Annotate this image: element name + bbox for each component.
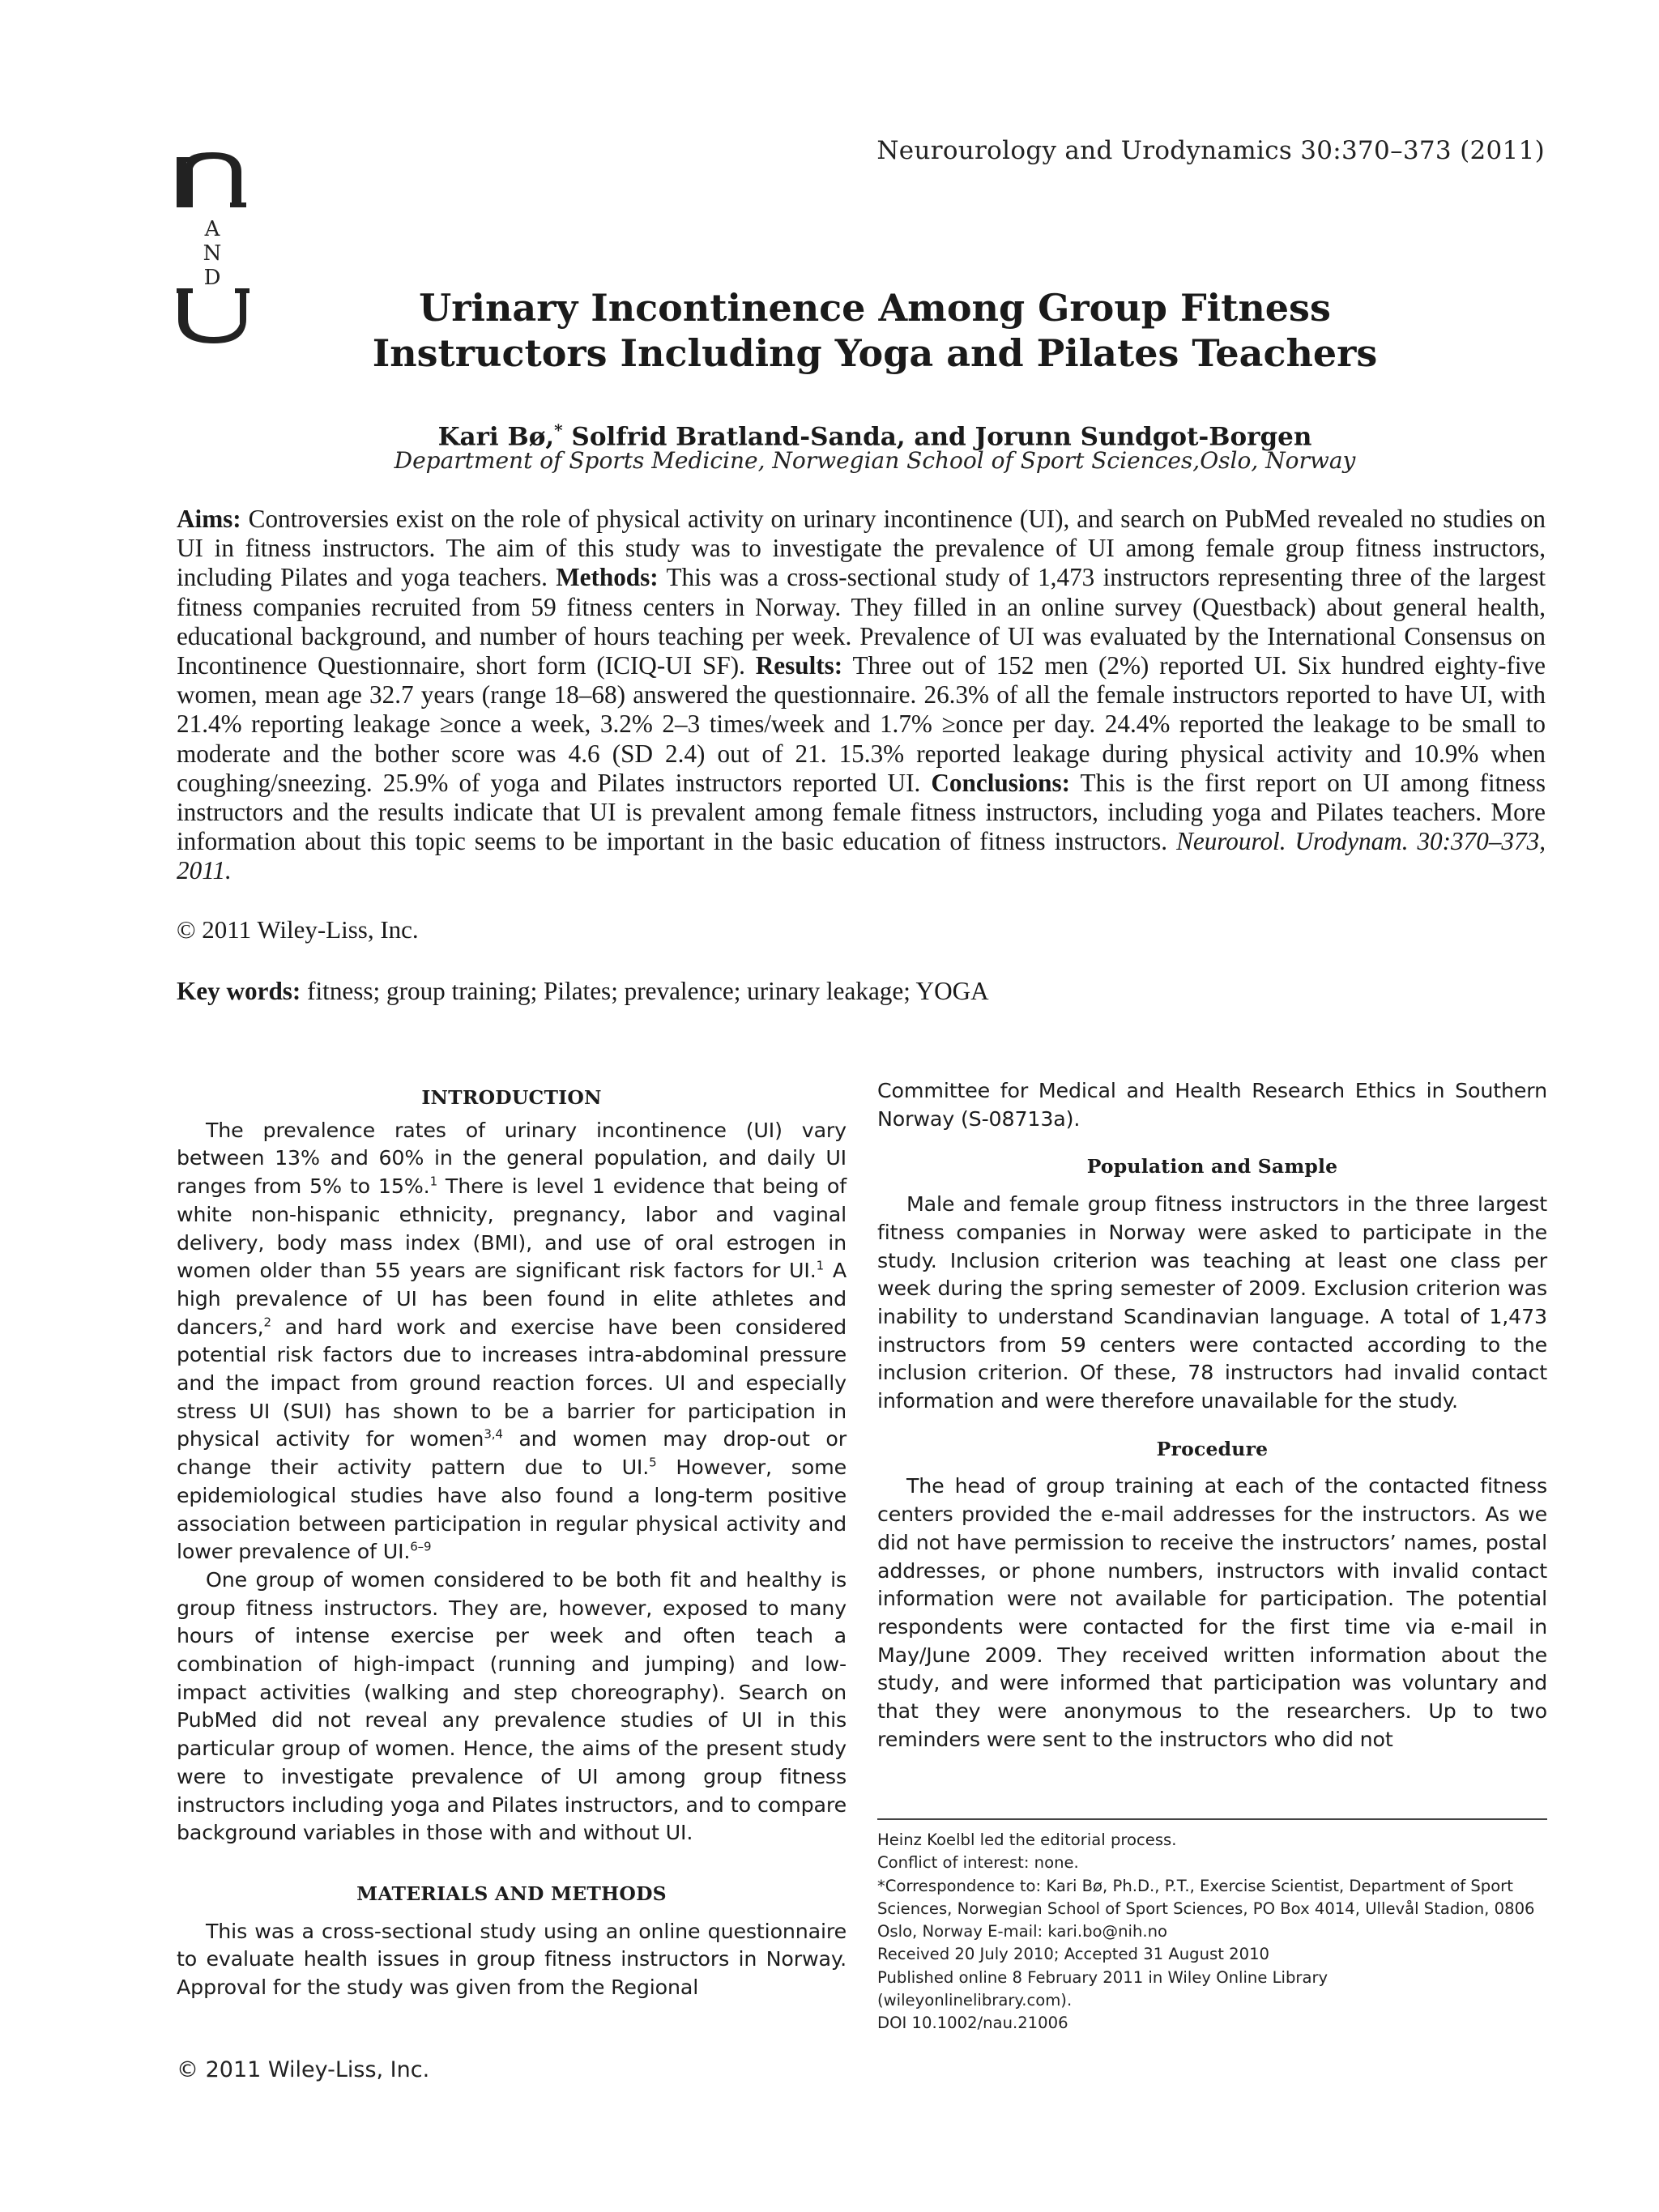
intro-text: There is level 1 evidence that being of white non-hispanic ethnicity, pregnancy, labor and vaginal delivery, body mass index (BMI), and use of oral estrogen in women older than 55 years are significant risk factors for UI. [177, 1174, 847, 1283]
reference-1: 1 [429, 1174, 437, 1189]
reference-3-4: 3,4 [484, 1427, 503, 1443]
right-column [877, 1077, 1547, 1754]
procedure-heading: Procedure [1156, 1437, 1269, 1460]
aims-text: Controversies exist on the role of physical activity on urinary incontinence (UI), and search on PubMed revealed no studies on UI in fitness instructors. The aim of this study was to investigate the prevalence of UI among female group fitness instructors, including Pilates and yoga teachers. [177, 505, 1546, 592]
title-line-2: Instructors Including Yoga and Pilates Teachers [372, 331, 1378, 375]
methods-label: Methods: [556, 563, 659, 592]
intro-paragraph-2: One group of women considered to be both fit and healthy is group fitness instructors. They are, however, exposed to many hours of intense exercise per week and often teach a combination of high-impact (running and jumping) and low-impact activities (walking and step choreography). Search on PubMed did not reveal any prevalence studies of UI in this particular group of women. Hence, the aims of the present study were to investigate prevalence of UI among group fitness instructors including yoga and Pilates instructors, and to compare background variables in those with and without UI. [177, 1567, 847, 1845]
footnote-doi: DOI 10.1002/nau.21006 [877, 2014, 1068, 2033]
abstract-copyright: © 2011 Wiley-Liss, Inc. [177, 915, 419, 944]
methods-text: This was a cross-sectional study of 1,473 instructors representing three of the largest fitness companies recruited from 59 fitness centers in Norway. They filled in an online survey (Questback) about general health, educational background, and number of hours teaching per week. Prevalence of UI was evaluated by the International Consensus on Incontinence Questionnaire, short form (ICIQ-UI SF). [177, 563, 1546, 680]
conclusions-text: This is the first report on UI among fitness instructors and the results indicate that UI is prevalent among female fitness instructors, including yoga and Pilates teachers. More information about this topic seems to be important in the basic education of fitness instructors. [177, 768, 1546, 856]
intro-paragraph-1 [177, 1117, 847, 1566]
conclusions-label: Conclusions: [931, 768, 1070, 797]
procedure-paragraph: The head of group training at each of the contacted fitness centers provided the e-mail addresses for the instructors. As we did not have permission to receive the instructors’ names, postal addresses, or phone numbers, instructors with invalid contact information were not available for participation. The potential respondents were contacted for the first time via e-mail in May/June 2009. They received written information about the study, and were informed that participation was voluntary and that they were anonymous to the researchers. Up to two reminders were sent to the instructors who did not [877, 1474, 1547, 1751]
footnote-correspondence: Sciences, Norwegian School of Sport Sciences, PO Box 4014, Ullevål Stadion, 0806 [877, 1899, 1535, 1918]
abstract [177, 505, 1546, 886]
other-authors: Solfrid Bratland-Sanda, and Jorunn Sundgot-Borgen [562, 422, 1312, 452]
correspondence-mark: * [554, 420, 563, 440]
intro-text: and hard work and exercise have been considered potential risk factors due to increases intra-abdominal pressure and the impact from ground reaction forces. UI and especially stress UI (SUI) has shown to be a barrier for participation in physical activity for women [177, 1315, 847, 1451]
logo-letter: A [204, 217, 220, 241]
left-column [177, 1077, 847, 2002]
abstract-citation: Neurourol. Urodynam. 30:370–373, 2011. [177, 827, 1546, 885]
keywords [177, 977, 989, 1006]
reference-2: 2 [263, 1315, 271, 1330]
footnote-correspondence: Oslo, Norway E-mail: kari.bo@nih.no [877, 1922, 1168, 1941]
footnote-dates: Received 20 July 2010; Accepted 31 August 2010 [877, 1945, 1270, 1964]
title-line-1: Urinary Incontinence Among Group Fitness [419, 286, 1331, 330]
affiliation: Department of Sports Medicine, Norwegian School of Sport Sciences,Oslo, Norway [394, 447, 1356, 474]
intro-text: A high prevalence of UI has been found in elite athletes and dancers, [177, 1259, 847, 1339]
population-paragraph: Male and female group fitness instructors in the three largest fitness companies in Norway were asked to participate in the study. Inclusion criterion was teaching at least one class per week during the spring semester of 2009. Exclusion criterion was inability to understand Scandinavian language. A total of 1,473 instructors from 59 centers were contacted according to the inclusion criterion. Of these, 78 instructors had invalid contact information and were therefore unavailable for the study. [877, 1192, 1547, 1413]
footnote-published: Published online 8 February 2011 in Wiley Online Library [877, 1967, 1328, 1987]
results-label: Results: [755, 651, 843, 680]
aims-label: Aims: [177, 505, 241, 533]
methods-continued-paragraph: Committee for Medical and Health Research Ethics in Southern Norway (S-08713a). [877, 1079, 1547, 1131]
introduction-heading: INTRODUCTION [421, 1086, 602, 1109]
logo-letter: D [203, 266, 221, 290]
page-copyright: © 2011 Wiley-Liss, Inc. [177, 2057, 430, 2082]
logo-letter: N [203, 241, 222, 266]
intro-text: and women may drop-out or change their activity pattern due to UI. [177, 1427, 847, 1480]
author-1: Kari Bø, [437, 422, 555, 452]
reference-1b: 1 [816, 1258, 825, 1273]
footnote-library: (wileyonlinelibrary.com). [877, 1991, 1073, 2010]
methods-paragraph-1: This was a cross-sectional study using an online questionnaire to evaluate health issues in group fitness instructors in Norway. Approval for the study was given from the Regional [177, 1919, 847, 2000]
keywords-label: Key words: [177, 977, 301, 1005]
results-text: Three out of 152 men (2%) reported UI. Six hundred eighty-five women, mean age 32.7 years (range 18–68) answered the questionnaire. 26.3% of all the female instructors reported to have UI, with 21.4% reporting leakage ≥once a week, 3.2% 2–3 times/week and 1.7% ≥once per day. 24.4% reported the leakage to be small to moderate and the bother score was 4.6 (SD 2.4) out of 21. 15.3% reported leakage during physical activity and 10.9% when coughing/sneezing. 25.9% of yoga and Pilates instructors reported UI. [177, 651, 1546, 797]
footnote-conflict: Conflict of interest: none. [877, 1853, 1079, 1873]
keywords-text: fitness; group training; Pilates; prevalence; urinary leakage; YOGA [301, 977, 989, 1005]
footnote-editor: Heinz Koelbl led the editorial process. [877, 1831, 1177, 1849]
intro-text: However, some epidemiological studies have also found a long-term positive association between participation in regular physical activity and lower prevalence of UI. [177, 1455, 847, 1564]
reference-5: 5 [649, 1455, 657, 1470]
intro-text: The prevalence rates of urinary incontinence (UI) vary between 13% and 60% in the general population, and daily UI ranges from 5% to 15%. [177, 1118, 847, 1199]
population-heading: Population and Sample [1086, 1155, 1338, 1178]
article-title [243, 285, 1507, 376]
reference-6-9: 6–9 [410, 1539, 432, 1554]
footnotes [877, 1829, 1550, 2035]
methods-heading: MATERIALS AND METHODS [356, 1882, 667, 1905]
footnote-divider [877, 1818, 1547, 1820]
footnote-correspondence: *Correspondence to: Kari Bø, Ph.D., P.T., Exercise Scientist, Department of Sport [877, 1876, 1513, 1895]
journal-reference: Neurourology and Urodynamics 30:370–373 (2011) [876, 136, 1545, 165]
